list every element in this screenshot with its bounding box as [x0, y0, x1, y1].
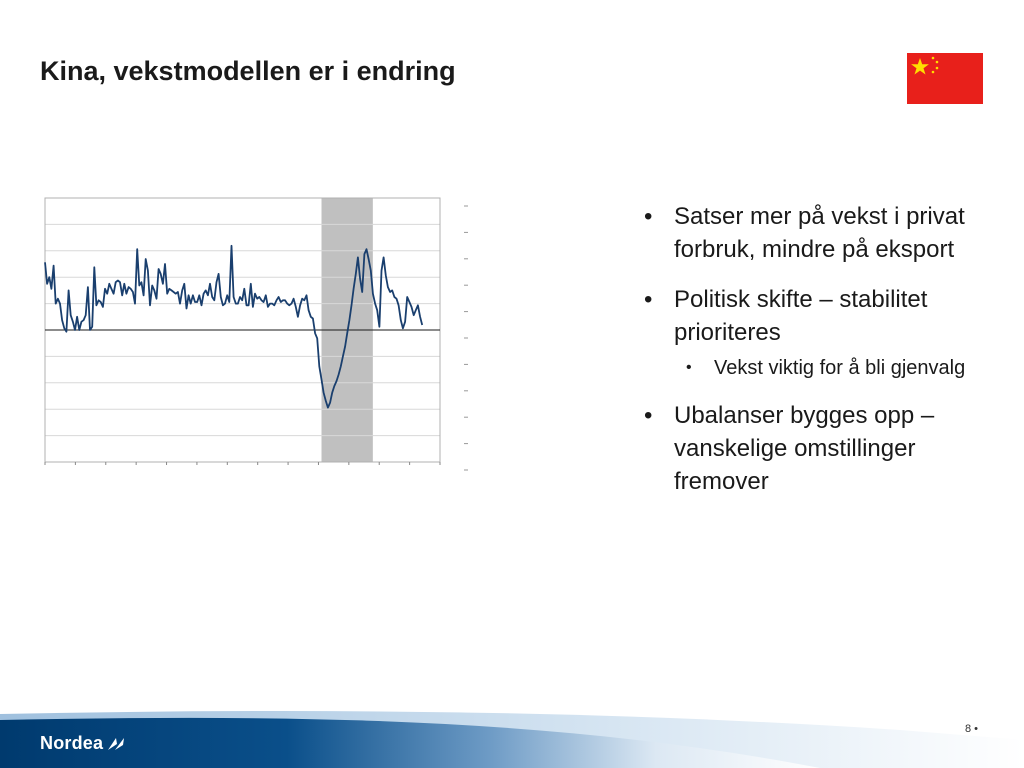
line-chart [30, 190, 480, 480]
bullet-item [640, 283, 1010, 349]
bullet-item [640, 399, 1010, 498]
slide-title: Kina, vekstmodellen er i endring [40, 56, 456, 86]
logo-text: Nordea [40, 733, 104, 753]
bullet-marker: • [686, 359, 692, 376]
page-number: 8 • [965, 723, 979, 735]
bullet-text: Politisk skifte – stabilitet prioriteres [674, 286, 928, 346]
bullet-marker: • [644, 402, 653, 429]
china-flag-icon [907, 53, 983, 104]
bullet-text: Satser mer på vekst i privat forbruk, mindre på eksport [674, 203, 965, 263]
bullet-list [640, 200, 1010, 515]
nordea-wing-icon [106, 736, 126, 752]
sub-bullet-text: Vekst viktig for å bli gjenvalg [714, 357, 966, 379]
sub-bullet-item [640, 354, 1010, 382]
nordea-logo [40, 733, 126, 754]
footer-band [0, 700, 1024, 768]
bullet-text: Ubalanser bygges opp – vanskelige omstillinger fremover [674, 402, 935, 495]
bullet-item [640, 200, 1010, 266]
bullet-marker: • [644, 286, 653, 313]
bullet-marker: • [644, 203, 653, 230]
